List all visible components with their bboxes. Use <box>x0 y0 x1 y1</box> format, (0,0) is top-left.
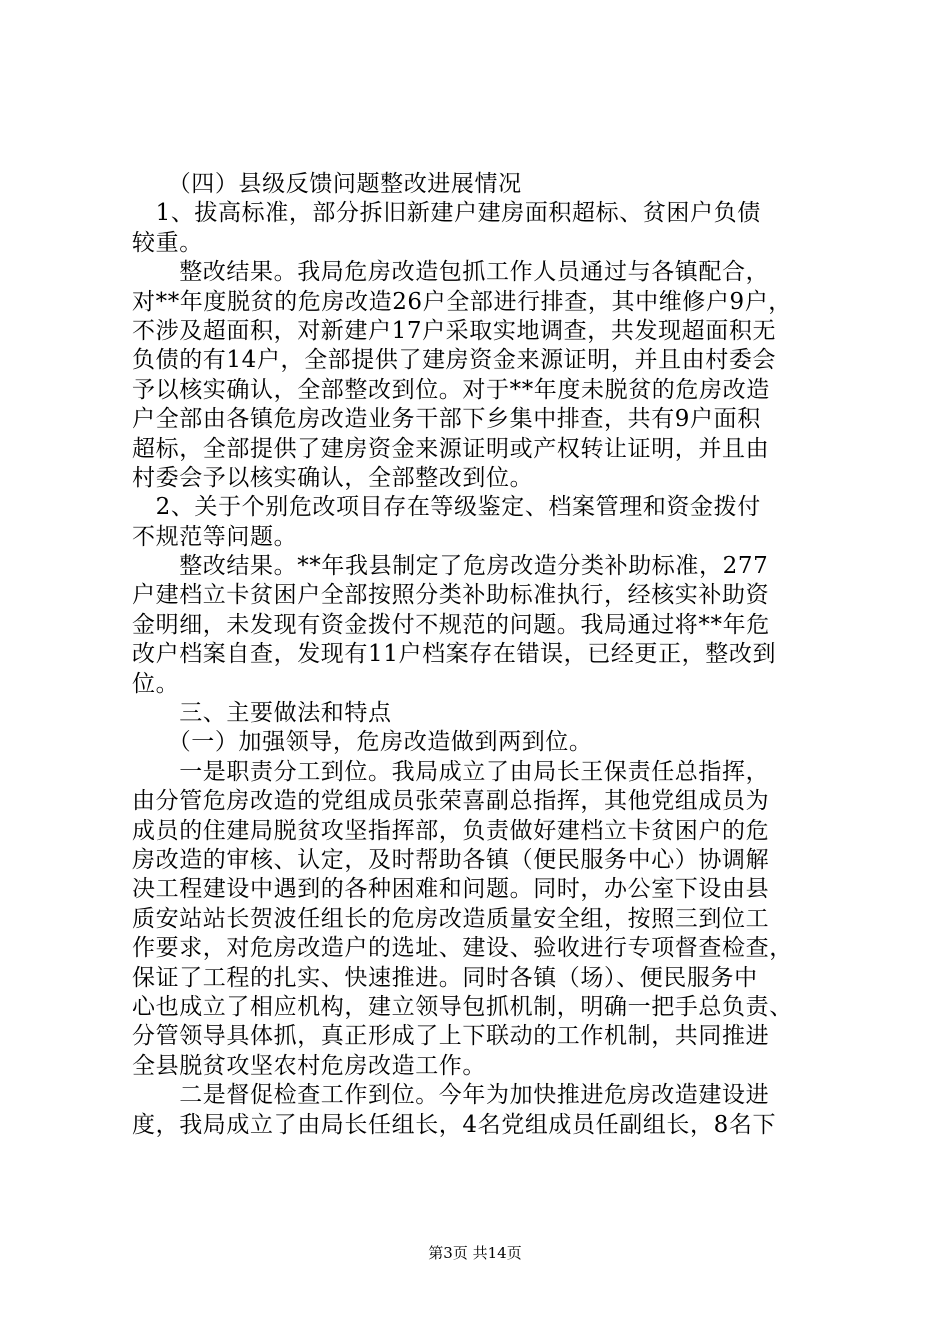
text-line: 1、拔高标准，部分拆旧新建户建房面积超标、贫困户负债 <box>132 200 761 227</box>
text-line: 较重。 <box>132 229 203 256</box>
text-line: （一）加强领导，危房改造做到两到位。 <box>132 729 593 756</box>
text-line: 户全部由各镇危房改造业务干部下乡集中排查，共有9户面积 <box>132 406 761 433</box>
page-footer: 第3页 共14页 <box>428 1244 522 1262</box>
text-line: （四）县级反馈问题整改进展情况 <box>132 171 522 197</box>
text-line: 户建档立卡贫困户全部按照分类补助标准执行，经核实补助资 <box>132 582 770 609</box>
text-line: 保证了工程的扎实、快速推进。同时各镇（场）、便民服务中 <box>132 964 758 991</box>
text-line: 负债的有14户，全部提供了建房资金来源证明，并且由村委会 <box>132 347 777 374</box>
text-line: 三、主要做法和特点 <box>132 700 392 727</box>
text-line: 2、关于个别危改项目存在等级鉴定、档案管理和资金拨付 <box>132 494 761 521</box>
text-line: 整改结果。我局危房改造包抓工作人员通过与各镇配合， <box>132 259 770 286</box>
text-line: 超标，全部提供了建房资金来源证明或产权转让证明，并且由 <box>132 435 770 462</box>
text-line: 质安站站长贺波任组长的危房改造质量安全组，按照三到位工 <box>132 905 770 932</box>
document-body <box>132 170 832 1140</box>
text-line: 村委会予以核实确认，全部整改到位。 <box>132 464 534 491</box>
text-line: 改户档案自查，发现有11户档案存在错误，已经更正，整改到 <box>132 641 777 668</box>
text-line: 金明细，未发现有资金拨付不规范的问题。我局通过将**年危 <box>132 611 770 638</box>
text-line: 予以核实确认，全部整改到位。对于**年度未脱贫的危房改造 <box>132 376 770 403</box>
text-line: 心也成立了相应机构，建立领导包抓机制，明确一把手总负责、 <box>132 993 793 1020</box>
text-line: 整改结果。**年我县制定了危房改造分类补助标准，277 <box>132 553 769 580</box>
text-line: 二是督促检查工作到位。今年为加快推进危房改造建设进 <box>132 1082 770 1109</box>
text-line: 作要求，对危房改造户的选址、建设、验收进行专项督查检查， <box>132 935 793 962</box>
text-line: 全县脱贫攻坚农村危房改造工作。 <box>132 1052 486 1079</box>
text-line: 房改造的审核、认定，及时帮助各镇（便民服务中心）协调解 <box>132 846 770 873</box>
text-line: 由分管危房改造的党组成员张荣喜副总指挥，其他党组成员为 <box>132 788 770 815</box>
text-line: 不涉及超面积，对新建户17户采取实地调查，共发现超面积无 <box>132 317 777 344</box>
text-line: 不规范等问题。 <box>132 523 298 550</box>
text-line: 位。 <box>132 670 180 697</box>
text-line: 对**年度脱贫的危房改造26户全部进行排查，其中维修户9户， <box>132 288 792 315</box>
text-line: 决工程建设中遇到的各种困难和问题。同时，办公室下设由县 <box>132 876 770 903</box>
text-line: 度，我局成立了由局长任组长，4名党组成员任副组长，8名下 <box>132 1111 777 1138</box>
text-line: 分管领导具体抓，真正形成了上下联动的工作机制，共同推进 <box>132 1023 770 1050</box>
text-line: 一是职责分工到位。我局成立了由局长王保责任总指挥， <box>132 758 770 785</box>
text-line: 成员的住建局脱贫攻坚指挥部，负责做好建档立卡贫困户的危 <box>132 817 770 844</box>
